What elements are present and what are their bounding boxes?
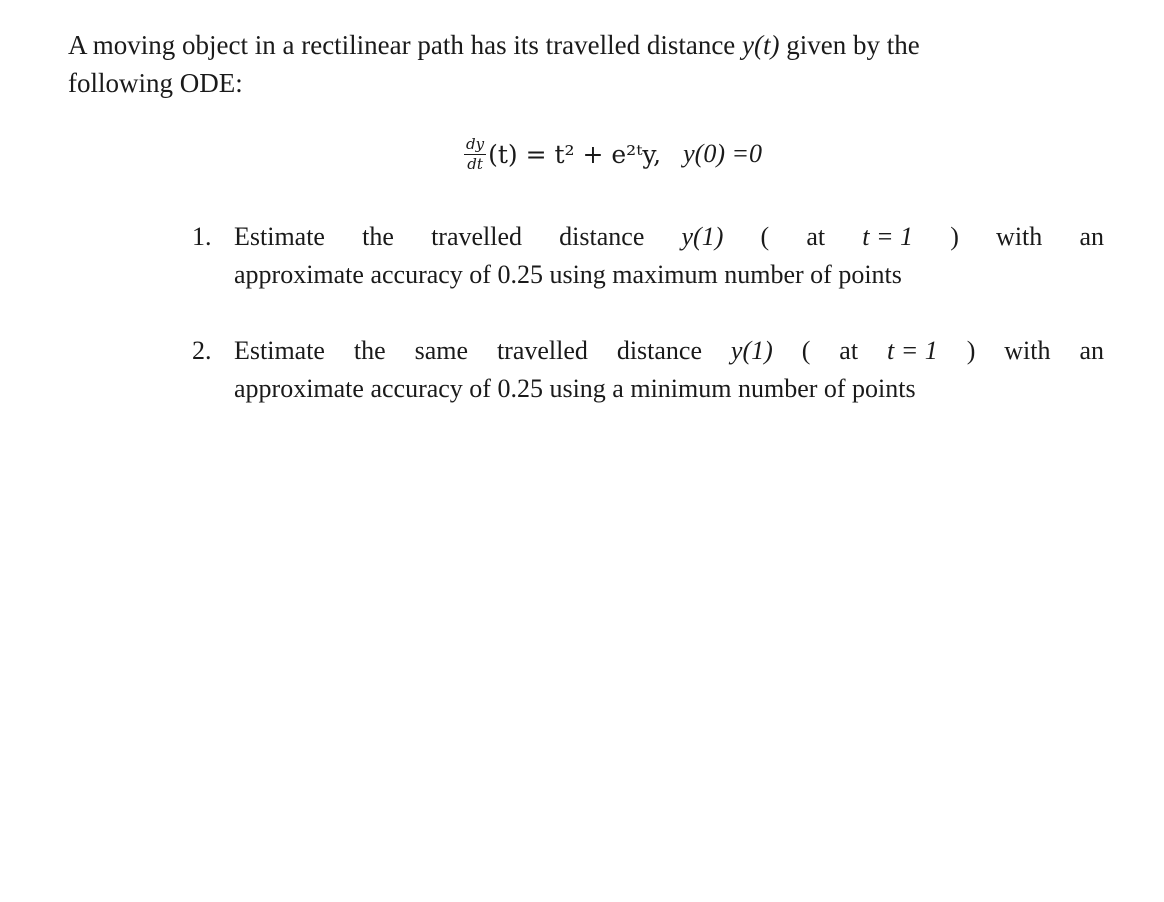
fraction-denominator: dt (467, 154, 483, 173)
word: at (839, 336, 859, 365)
intro-line-2: following ODE: (68, 68, 243, 98)
word: ( (760, 222, 770, 251)
question-line-2: approximate accuracy of 0.25 using a minimum number of points (234, 374, 916, 403)
question-line-1 (234, 332, 1104, 370)
ode-equation (464, 128, 762, 180)
question-line-1 (234, 218, 1104, 256)
fraction-numerator: dy (466, 134, 485, 153)
word: an (1079, 336, 1104, 365)
word: ) (950, 222, 959, 251)
word: distance (616, 336, 702, 365)
intro-text: A moving object in a rectilinear path has its travelled distance (68, 30, 736, 60)
question-number: 2. (192, 336, 212, 365)
word: at (806, 222, 826, 251)
word: with (1004, 336, 1051, 365)
question-1 (192, 218, 1104, 294)
math-expression: t = 1 (862, 222, 914, 251)
initial-condition: y(0) =0 (683, 139, 763, 168)
word: Estimate (234, 222, 325, 251)
math-expression: y(1) (681, 222, 724, 251)
math-expression: y(1) (730, 336, 773, 365)
word: distance (559, 222, 645, 251)
word: Estimate (234, 336, 325, 365)
word: ) (966, 336, 976, 365)
word: ( (801, 336, 811, 365)
word: with (996, 222, 1043, 251)
question-line-2: approximate accuracy of 0.25 using maximum number of points (234, 260, 902, 289)
math-expression: t = 1 (886, 336, 938, 365)
question-body (234, 332, 1104, 408)
word: travelled (431, 222, 523, 251)
intro-text-end: given by the (786, 30, 920, 60)
question-body (234, 218, 1104, 294)
question-number: 1. (192, 222, 212, 251)
word: same (414, 336, 469, 365)
intro-line-1 (68, 26, 1108, 64)
intro-function: y(t) (742, 30, 780, 60)
equation-rhs: (t) = t² + e²ᵗy, (488, 139, 662, 169)
word: an (1079, 222, 1104, 251)
word: the (353, 336, 386, 365)
intro-paragraph (68, 26, 1108, 102)
word: travelled (496, 336, 588, 365)
word: the (362, 222, 394, 251)
question-2 (192, 332, 1104, 408)
derivative-fraction (464, 136, 486, 173)
